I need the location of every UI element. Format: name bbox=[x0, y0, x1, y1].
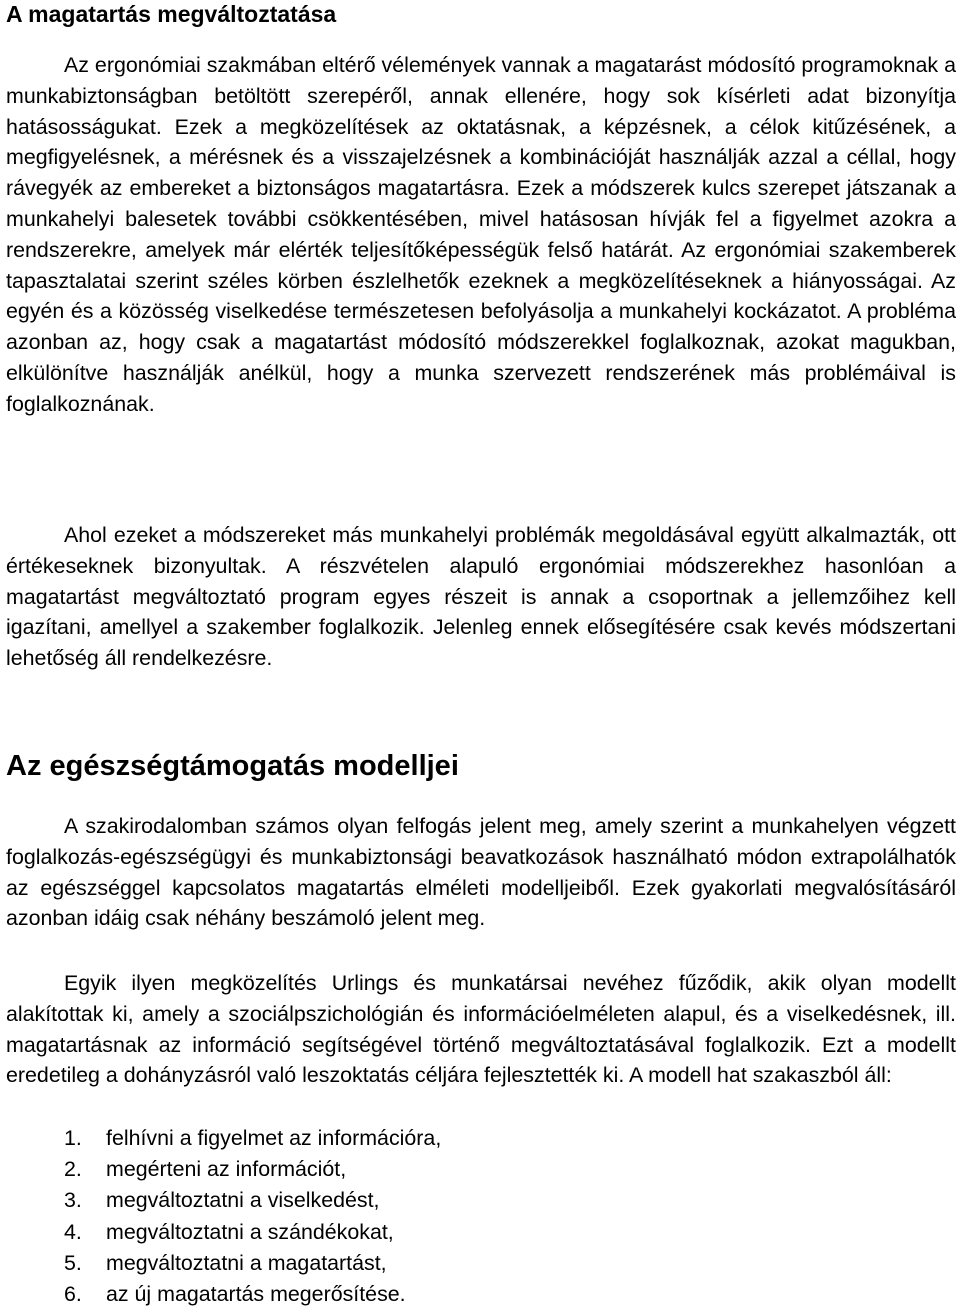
paragraph-text: A szakirodalomban számos olyan felfogás jelent meg, amely szerint a munkahelyen végzett foglalkozás-egészségügyi és munkabiztonsági beavatkozások használható módon extrapolálhatók az egészséggel kapcsolatos magatartás elméleti modelljeiből. Ezek gyakorlati megvalósításáról azonban idáig csak néhány beszámoló jelent meg. bbox=[6, 814, 956, 931]
list-item bbox=[64, 1185, 441, 1216]
paragraph-3 bbox=[6, 811, 956, 934]
list-item-text: megérteni az információt, bbox=[106, 1157, 347, 1182]
list-item bbox=[64, 1217, 441, 1248]
list-item-text: az új magatartás megerősítése. bbox=[106, 1282, 406, 1307]
section-title-health-promotion-models: Az egészségtámogatás modelljei bbox=[6, 750, 459, 782]
list-item-text: megváltoztatni a szándékokat, bbox=[106, 1219, 394, 1244]
list-item-number: 2. bbox=[64, 1157, 82, 1182]
list-item bbox=[64, 1154, 441, 1185]
list-item-text: felhívni a figyelmet az információra, bbox=[106, 1126, 442, 1150]
list-item-number: 4. bbox=[64, 1219, 82, 1244]
paragraph-4 bbox=[6, 968, 956, 1091]
section-title-behavior-change: A magatartás megváltoztatása bbox=[6, 1, 337, 27]
paragraph-text: Egyik ilyen megközelítés Urlings és munkatársai nevéhez fűződik, akik olyan modellt alakítottak ki, amely a szociálpszichológián és információelméleten alapul, és a viselkedésnek, ill. magatartásnak az információ segítségével történő megváltoztatásával foglalkozik. Ezt a modellt eredetileg a dohányzásról való leszoktatás céljára fejlesztették ki. A modell hat szakaszból áll: bbox=[6, 971, 956, 1088]
paragraph-text: Ezek a módszerek kulcs szerepet játszanak a munkahelyi balesetek további csökkentésében, mivel hatásosan hívják fel a figyelmet azokra a rendszerekre, amelyek már elérték teljesítőképességük felső határát. Az ergonómiai szakemberek tapasztalatai szerint széles körben észlelhetők ezeknek a megközelítéseknek a hiányosságai. Az egyén és a közösség viselkedése természetesen befolyásolja a munkahelyi kockázatot. A probléma azonban az, hogy csak a magatartást módosító módszerekkel foglalkoznak, azokat magukban, elkülönítve használják anélkül, hogy a munka szervezett rendszerének más problémáival is foglalkoznának. bbox=[6, 176, 956, 416]
list-item bbox=[64, 1279, 441, 1310]
paragraph-text: Ahol ezeket a módszereket más munkahelyi problémák megoldásával együtt alkalmazták, ott értékeseknek bizonyultak. A részvételen alapuló ergonómiai módszerekhez hasonlóan a magatartást megváltoztató program egyes részeit is annak a csoportnak a jellemzőihez kell igazítani, amellyel a szakember foglalkozik. Jelenleg ennek elősegítésére csak kevés módszertani lehetőség áll rendelkezésre. bbox=[6, 523, 956, 671]
list-item-text: megváltoztatni a magatartást, bbox=[106, 1250, 387, 1275]
list-item-number: 5. bbox=[64, 1250, 82, 1275]
list-item bbox=[64, 1248, 441, 1279]
paragraph-1 bbox=[6, 50, 956, 420]
list-item bbox=[64, 1123, 441, 1154]
model-stages-list bbox=[64, 1123, 441, 1310]
list-item-number: 1. bbox=[64, 1126, 82, 1150]
paragraph-2 bbox=[6, 520, 956, 674]
paragraph-text: Az ergonómiai szakmában eltérő vélemények vannak a magatarást módosító programoknak a munkabiztonságban betöltött szerepéről, annak ellenére, hogy sok kísérleti adat bizonyítja hatásosságukat. bbox=[6, 53, 956, 139]
list-item-number: 3. bbox=[64, 1188, 82, 1213]
paragraph-text: Ezek a megközelítések az oktatásnak, a képzésnek, a célok kitűzésének, a megfigyelésnek, a mérésnek és a visszajelzésnek a kombinációját használják azzal a céllal, hogy rávegyék az embereket a biztonságos magatartásra. bbox=[6, 114, 956, 201]
list-item-text: megváltoztatni a viselkedést, bbox=[106, 1188, 380, 1213]
list-item-number: 6. bbox=[64, 1282, 82, 1307]
